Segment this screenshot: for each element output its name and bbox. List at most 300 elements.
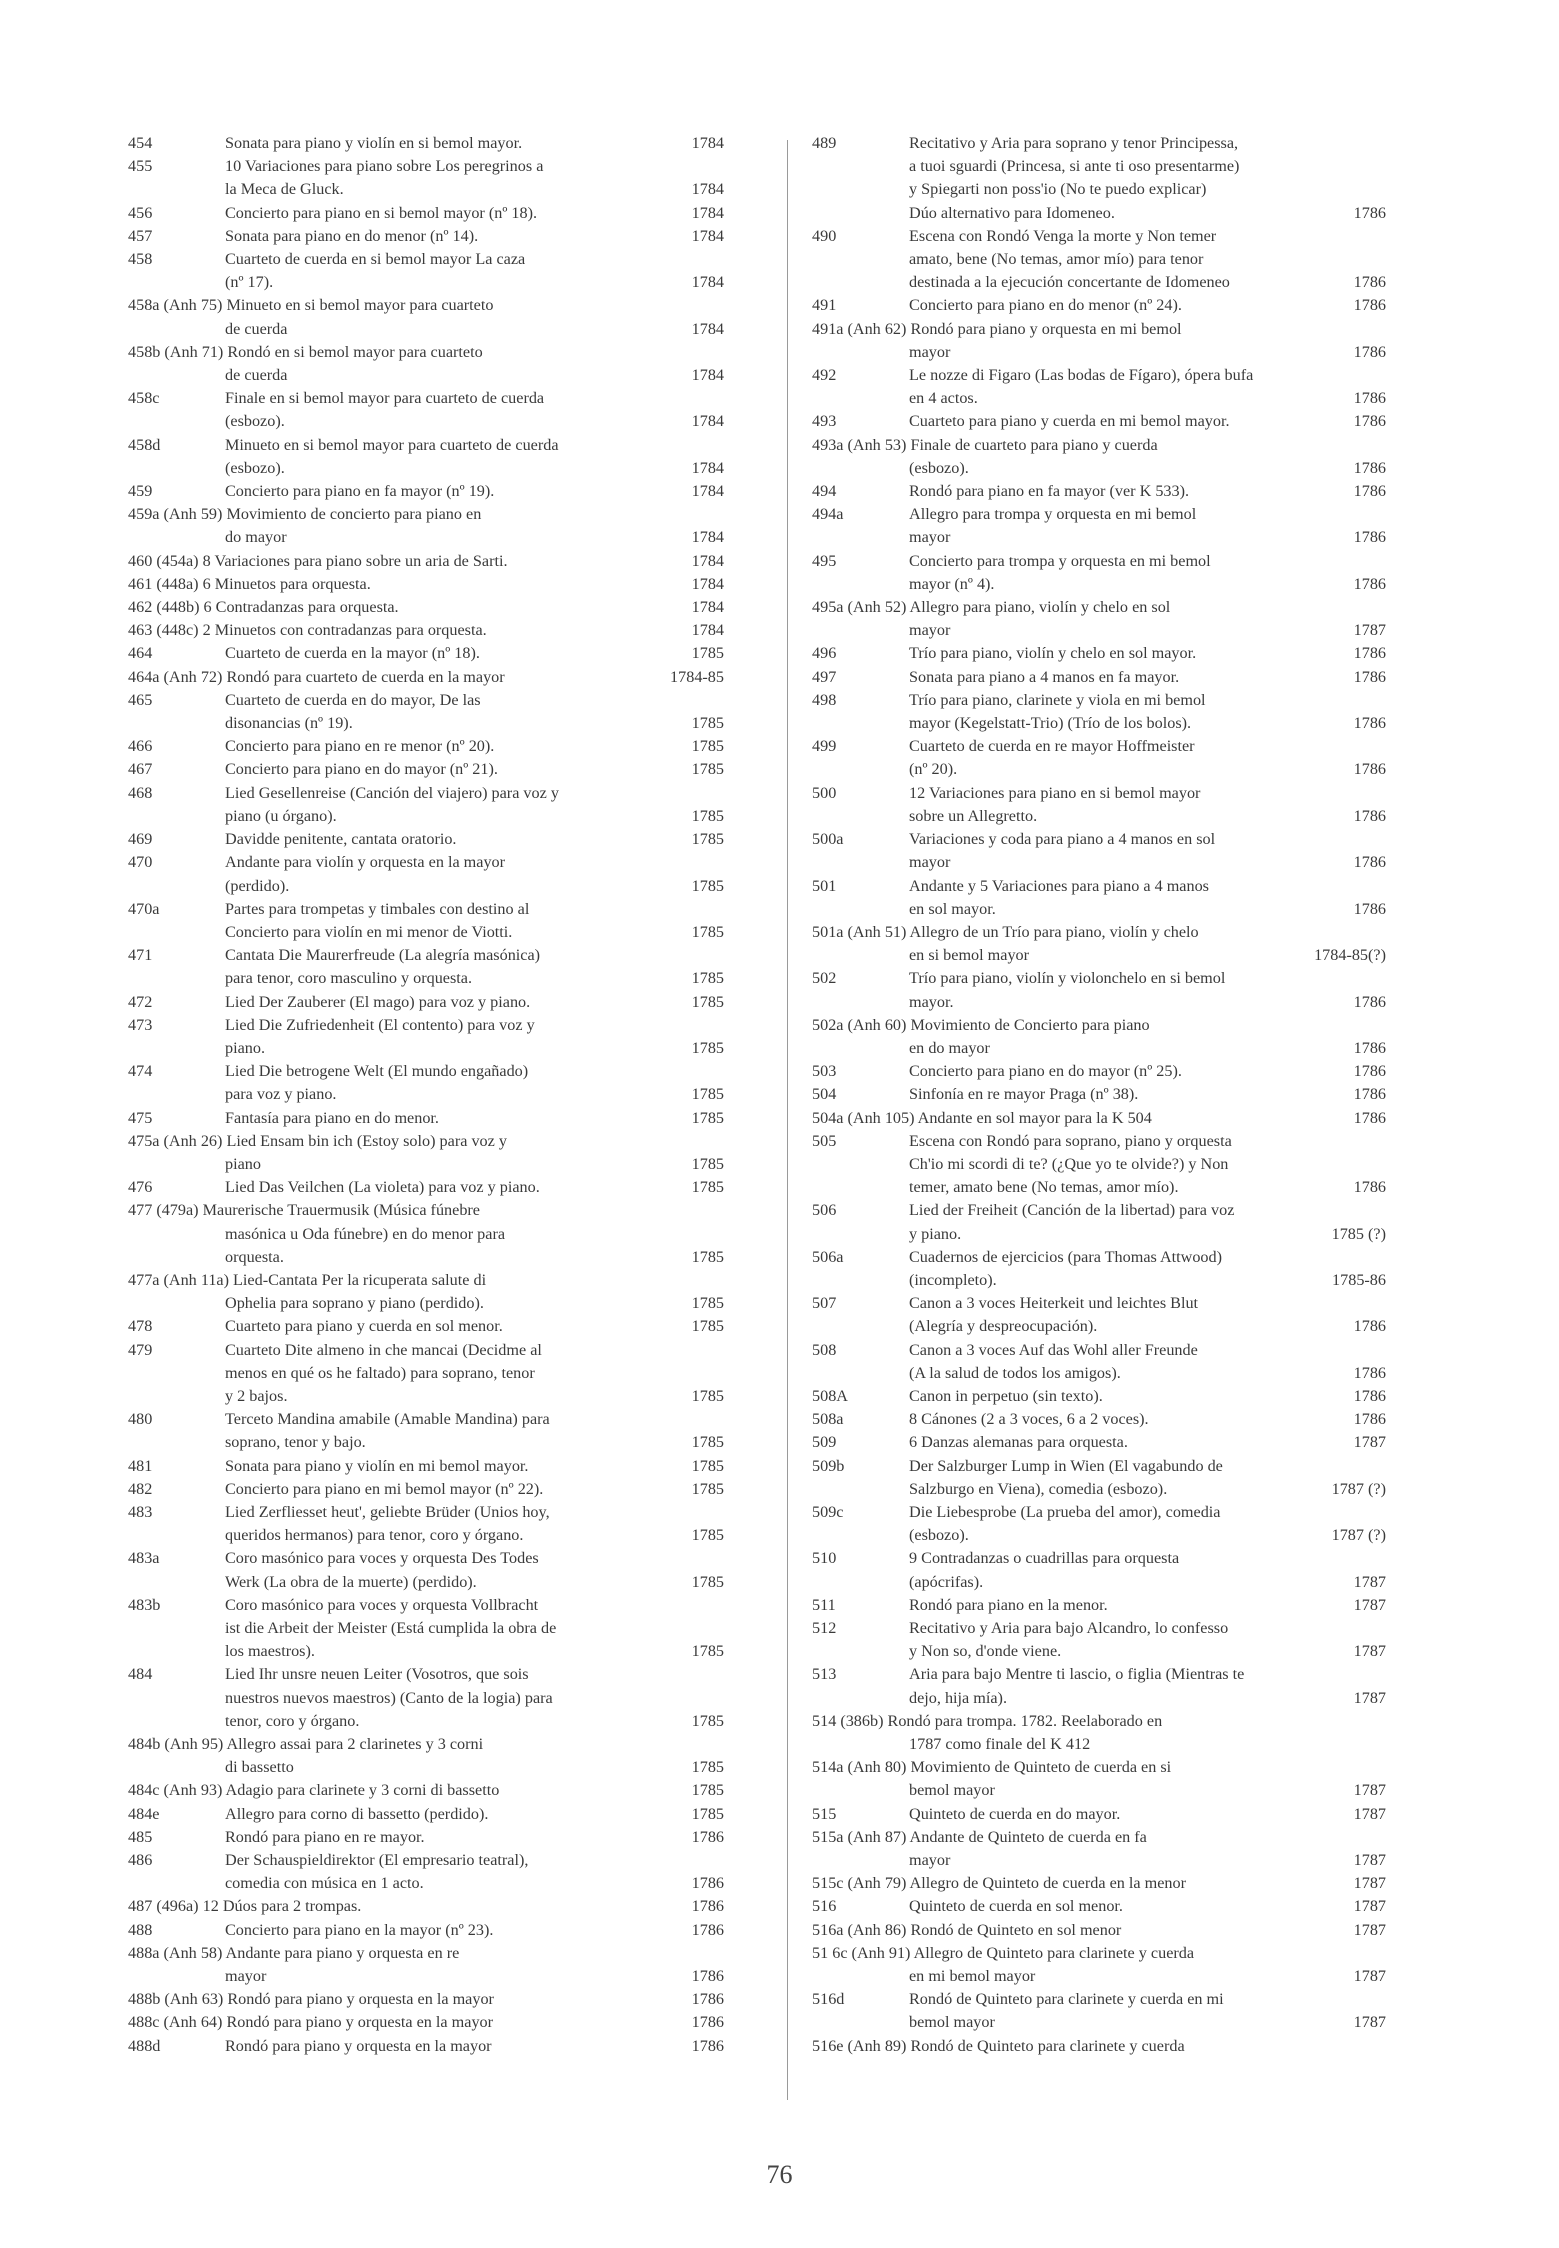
entry-text-line: Rondó para piano en fa mayor (ver K 533). bbox=[909, 482, 1190, 501]
entry-number: 478 bbox=[128, 1317, 153, 1336]
entry-text-line: 516a (Anh 86) Rondó de Quinteto en sol menor bbox=[812, 1920, 1122, 1939]
entry-year: 1787 bbox=[1353, 1897, 1386, 1916]
entry-number: 479 bbox=[128, 1340, 153, 1359]
entry-text-line: Cuarteto de cuerda en re mayor Hoffmeister bbox=[909, 737, 1195, 756]
catalog-entry bbox=[812, 1756, 1386, 1802]
entry-year: 1785 bbox=[691, 1456, 724, 1475]
entry-text-line: Concierto para violín en mi menor de Viotti. bbox=[225, 922, 513, 941]
entry-number: 483b bbox=[128, 1595, 161, 1614]
catalog-entry bbox=[812, 1455, 1386, 1501]
entry-number: 516 bbox=[812, 1897, 837, 1916]
entry-number: 509 bbox=[812, 1433, 837, 1452]
entry-year: 1785 bbox=[691, 737, 724, 756]
entry-year: 1785 bbox=[691, 1526, 724, 1545]
entry-text-line: Trío para piano, clarinete y viola en mi bemol bbox=[909, 690, 1206, 709]
entry-year: 1786 bbox=[691, 2036, 724, 2055]
entry-text-line: soprano, tenor y bajo. bbox=[225, 1433, 366, 1452]
entry-number: 483 bbox=[128, 1502, 153, 1521]
entry-text-line: mayor bbox=[909, 528, 951, 547]
entry-text-line: mayor bbox=[909, 853, 951, 872]
entry-text-line: 462 (448b) 6 Contradanzas para orquesta. bbox=[128, 598, 399, 617]
entry-text-line: 484c (Anh 93) Adagio para clarinete y 3 corni di bassetto bbox=[128, 1781, 500, 1800]
entry-year: 1787 (?) bbox=[1331, 1479, 1386, 1498]
entry-text-line: Rondó para piano en re mayor. bbox=[225, 1827, 425, 1846]
entry-text-line: Die Liebesprobe (La prueba del amor), comedia bbox=[909, 1502, 1221, 1521]
entry-year: 1787 (?) bbox=[1331, 1526, 1386, 1545]
catalog-entry bbox=[812, 1942, 1386, 1988]
catalog-entry bbox=[812, 1547, 1386, 1593]
catalog-entry bbox=[812, 2035, 1386, 2058]
catalog-entry bbox=[128, 689, 724, 735]
entry-number: 468 bbox=[128, 783, 153, 802]
catalog-entry bbox=[128, 1988, 724, 2011]
catalog-entry bbox=[812, 1385, 1386, 1408]
entry-text-line: de cuerda bbox=[225, 319, 288, 338]
entry-text-line: Le nozze di Figaro (Las bodas de Fígaro), ópera bufa bbox=[909, 366, 1254, 385]
entry-text-line: Concierto para piano en si bemol mayor (nº 18). bbox=[225, 203, 538, 222]
entry-text-line: los maestros). bbox=[225, 1642, 315, 1661]
entry-year: 1784 bbox=[691, 180, 724, 199]
entry-number: 484e bbox=[128, 1804, 160, 1823]
catalog-entry bbox=[812, 1872, 1386, 1895]
entry-text-line: nuestros nuevos maestros) (Canto de la logia) para bbox=[225, 1688, 553, 1707]
entry-year: 1786 bbox=[1353, 203, 1386, 222]
entry-text-line: 516e (Anh 89) Rondó de Quinteto para clarinete y cuerda bbox=[812, 2036, 1185, 2055]
catalog-entry bbox=[128, 1315, 724, 1338]
catalog-entry bbox=[812, 410, 1386, 433]
entry-text-line: 458b (Anh 71) Rondó en si bemol mayor para cuarteto bbox=[128, 342, 483, 361]
entry-year: 1786 bbox=[1353, 1062, 1386, 1081]
entry-text-line: Coro masónico para voces y orquesta Vollbracht bbox=[225, 1595, 539, 1614]
entry-year: 1786 bbox=[1353, 667, 1386, 686]
catalog-entry bbox=[128, 851, 724, 897]
catalog-entry bbox=[128, 1663, 724, 1733]
entry-year: 1784 bbox=[691, 203, 724, 222]
entry-year: 1786 bbox=[1353, 714, 1386, 733]
entry-text-line: 488a (Anh 58) Andante para piano y orquesta en re bbox=[128, 1943, 460, 1962]
catalog-entry bbox=[128, 1060, 724, 1106]
entry-number: 457 bbox=[128, 226, 153, 245]
entry-text-line: Quinteto de cuerda en sol menor. bbox=[909, 1897, 1123, 1916]
entry-year: 1786 bbox=[1353, 273, 1386, 292]
catalog-entry bbox=[812, 364, 1386, 410]
entry-year: 1786 bbox=[1353, 574, 1386, 593]
catalog-entry bbox=[812, 875, 1386, 921]
entry-year: 1786 bbox=[1353, 1085, 1386, 1104]
entry-text-line: 502a (Anh 60) Movimiento de Concierto para piano bbox=[812, 1015, 1150, 1034]
entry-year: 1785 bbox=[691, 1247, 724, 1266]
catalog-entry bbox=[812, 1710, 1386, 1756]
catalog-entry bbox=[128, 202, 724, 225]
entry-text-line: masónica u Oda fúnebre) en do menor para bbox=[225, 1224, 506, 1243]
catalog-entry bbox=[128, 1014, 724, 1060]
entry-text-line: Salzburgo en Viena), comedia (esbozo). bbox=[909, 1479, 1168, 1498]
entry-text-line: Sonata para piano y violín en si bemol mayor. bbox=[225, 134, 523, 152]
entry-number: 493 bbox=[812, 412, 837, 431]
catalog-entry bbox=[812, 294, 1386, 317]
catalog-entry bbox=[128, 573, 724, 596]
entry-text-line: 515a (Anh 87) Andante de Quinteto de cuerda en fa bbox=[812, 1827, 1147, 1846]
entry-year: 1785 bbox=[691, 1781, 724, 1800]
catalog-entry bbox=[128, 155, 724, 201]
entry-text-line: (apócrifas). bbox=[909, 1572, 984, 1591]
entry-number: 467 bbox=[128, 760, 153, 779]
catalog-entry bbox=[128, 1733, 724, 1779]
entry-text-line: Recitativo y Aria para soprano y tenor Principessa, bbox=[909, 134, 1239, 152]
catalog-entry bbox=[128, 503, 724, 549]
entry-text-line: (Alegría y despreocupación). bbox=[909, 1317, 1098, 1336]
entry-number: 503 bbox=[812, 1062, 837, 1081]
entry-text-line: (esbozo). bbox=[909, 1526, 969, 1545]
entry-text-line: Sonata para piano en do menor (nº 14). bbox=[225, 226, 479, 245]
entry-text-line: Trío para piano, violín y chelo en sol mayor. bbox=[909, 644, 1197, 663]
entry-year: 1784 bbox=[691, 528, 724, 547]
entry-text-line: Cuarteto para piano y cuerda en mi bemol mayor. bbox=[909, 412, 1230, 431]
entry-text-line: temer, amato bene (No temas, amor mío). bbox=[909, 1178, 1179, 1197]
entry-text-line: 460 (454a) 8 Variaciones para piano sobre un aria de Sarti. bbox=[128, 551, 508, 570]
entry-year: 1784 bbox=[691, 551, 724, 570]
entry-number: 504 bbox=[812, 1085, 837, 1104]
entry-text-line: Concierto para piano en la mayor (nº 23). bbox=[225, 1920, 494, 1939]
catalog-entry bbox=[128, 758, 724, 781]
entry-number: 466 bbox=[128, 737, 153, 756]
catalog-entry bbox=[812, 1919, 1386, 1942]
entry-text-line: 477a (Anh 11a) Lied-Cantata Per la ricuperata salute di bbox=[128, 1270, 487, 1289]
entry-year: 1785 bbox=[691, 1758, 724, 1777]
entry-text-line: Lied Die betrogene Welt (El mundo engañado) bbox=[225, 1062, 529, 1081]
entry-text-line: Allegro para corno di bassetto (perdido). bbox=[225, 1804, 489, 1823]
entry-year: 1786 bbox=[691, 2013, 724, 2032]
entry-text-line: Concierto para piano en fa mayor (nº 19). bbox=[225, 482, 495, 501]
entry-text-line: para tenor, coro masculino y orquesta. bbox=[225, 969, 473, 988]
catalog-entry bbox=[128, 782, 724, 828]
entry-text-line: 475a (Anh 26) Lied Ensam bin ich (Estoy solo) para voz y bbox=[128, 1131, 507, 1150]
catalog-entry bbox=[812, 689, 1386, 735]
entry-text-line: 515c (Anh 79) Allegro de Quinteto de cuerda en la menor bbox=[812, 1874, 1186, 1893]
entry-number: 471 bbox=[128, 946, 153, 965]
entry-text-line: destinada a la ejecución concertante de Idomeneo bbox=[909, 273, 1230, 292]
entry-text-line: la Meca de Gluck. bbox=[225, 180, 344, 199]
entry-text-line: 488b (Anh 63) Rondó para piano y orquesta en la mayor bbox=[128, 1990, 494, 2009]
entry-text-line: Ophelia para soprano y piano (perdido). bbox=[225, 1294, 484, 1313]
entry-text-line: tenor, coro y órgano. bbox=[225, 1711, 360, 1730]
entry-year: 1785 bbox=[691, 969, 724, 988]
entry-text-line: para voz y piano. bbox=[225, 1085, 337, 1104]
entry-number: 480 bbox=[128, 1410, 153, 1429]
entry-number: 494 bbox=[812, 482, 837, 501]
catalog-entry bbox=[128, 735, 724, 758]
entry-number: 489 bbox=[812, 134, 837, 152]
entry-text-line: Trío para piano, violín y violonchelo en si bemol bbox=[909, 969, 1226, 988]
entry-text-line: Terceto Mandina amabile (Amable Mandina) para bbox=[225, 1410, 550, 1429]
catalog-entry bbox=[812, 1292, 1386, 1338]
entry-year: 1786 bbox=[691, 1920, 724, 1939]
entry-text-line: Concierto para piano en mi bemol mayor (nº 22). bbox=[225, 1479, 544, 1498]
entry-year: 1786 bbox=[1353, 853, 1386, 872]
entry-year: 1784-85 bbox=[670, 667, 724, 686]
catalog-entry bbox=[812, 1826, 1386, 1872]
entry-text-line: menos en qué os he faltado) para soprano, tenor bbox=[225, 1363, 535, 1382]
entry-text-line: 484b (Anh 95) Allegro assai para 2 clarinetes y 3 corni bbox=[128, 1735, 484, 1754]
catalog-entry bbox=[812, 1339, 1386, 1385]
entry-text-line: ist die Arbeit der Meister (Está cumplida la obra de bbox=[225, 1619, 557, 1637]
entry-number: 456 bbox=[128, 203, 153, 222]
entry-text-line: 12 Variaciones para piano en si bemol mayor bbox=[909, 783, 1201, 802]
entry-text-line: Werk (La obra de la muerte) (perdido). bbox=[225, 1572, 477, 1591]
entry-number: 482 bbox=[128, 1479, 153, 1498]
entry-text-line: Davidde penitente, cantata oratorio. bbox=[225, 830, 457, 849]
entry-number: 458c bbox=[128, 389, 160, 408]
entry-text-line: 477 (479a) Maurerische Trauermusik (Música fúnebre bbox=[128, 1201, 480, 1220]
catalog-entry bbox=[812, 1083, 1386, 1106]
entry-year: 1784 bbox=[691, 598, 724, 617]
catalog-entry bbox=[128, 1455, 724, 1478]
entry-number: 495 bbox=[812, 551, 837, 570]
catalog-entry bbox=[812, 1895, 1386, 1918]
catalog-entry bbox=[128, 1895, 724, 1918]
entry-year: 1786 bbox=[1353, 1038, 1386, 1057]
entry-text-line: Lied Zerfliesset heut', geliebte Brüder (Unios hoy, bbox=[225, 1502, 550, 1521]
entry-year: 1785 bbox=[691, 644, 724, 663]
entry-year: 1785 bbox=[691, 1711, 724, 1730]
entry-text-line: Partes para trompetas y timbales con destino al bbox=[225, 899, 530, 918]
entry-year: 1785 bbox=[691, 1317, 724, 1336]
entry-text-line: Dúo alternativo para Idomeneo. bbox=[909, 203, 1115, 222]
catalog-entry bbox=[128, 294, 724, 340]
catalog-entry bbox=[812, 1060, 1386, 1083]
entry-year: 1784 bbox=[691, 273, 724, 292]
entry-number: 475 bbox=[128, 1108, 153, 1127]
entry-text-line: a tuoi sguardi (Princesa, si ante ti oso presentarme) bbox=[909, 157, 1240, 176]
catalog-entry bbox=[812, 735, 1386, 781]
entry-year: 1787 bbox=[1353, 1804, 1386, 1823]
entry-number: 476 bbox=[128, 1178, 153, 1197]
entry-number: 509b bbox=[812, 1456, 845, 1475]
entry-text-line: Coro masónico para voces y orquesta Des Todes bbox=[225, 1549, 539, 1568]
entry-year: 1786 bbox=[1353, 342, 1386, 361]
entry-text-line: Variaciones y coda para piano a 4 manos en sol bbox=[909, 830, 1216, 849]
entry-number: 510 bbox=[812, 1549, 837, 1568]
entry-text-line: (incompleto). bbox=[909, 1270, 997, 1289]
entry-text-line: mayor bbox=[909, 1851, 951, 1870]
entry-year: 1786 bbox=[1353, 806, 1386, 825]
entry-year: 1787 bbox=[1353, 1920, 1386, 1939]
entry-year: 1785 bbox=[691, 1642, 724, 1661]
entry-text-line: queridos hermanos) para tenor, coro y órgano. bbox=[225, 1526, 524, 1545]
entry-text-line: mayor bbox=[909, 621, 951, 640]
entry-number: 494a bbox=[812, 505, 844, 524]
entry-text-line: Lied Die Zufriedenheit (El contento) para voz y bbox=[225, 1015, 535, 1034]
entry-text-line: amato, bene (No temas, amor mío) para tenor bbox=[909, 250, 1204, 269]
entry-year: 1786 bbox=[691, 1827, 724, 1846]
entry-text-line: Sonata para piano y violín en mi bemol mayor. bbox=[225, 1456, 529, 1475]
catalog-entry bbox=[128, 666, 724, 689]
entry-text-line: 495a (Anh 52) Allegro para piano, violín y chelo en sol bbox=[812, 598, 1171, 617]
catalog-entry bbox=[812, 1617, 1386, 1663]
catalog-entry bbox=[128, 1942, 724, 1988]
entry-text-line: y Non so, d'onde viene. bbox=[909, 1642, 1062, 1661]
catalog-entry bbox=[128, 1919, 724, 1942]
catalog-entry bbox=[812, 1663, 1386, 1709]
entry-number: 509c bbox=[812, 1502, 844, 1521]
entry-number: 455 bbox=[128, 157, 153, 176]
entry-text-line: Rondó para piano y orquesta en la mayor bbox=[225, 2036, 492, 2055]
entry-year: 1786 bbox=[1353, 412, 1386, 431]
catalog-column-left bbox=[128, 132, 724, 2058]
entry-text-line: Concierto para piano en do menor (nº 24). bbox=[909, 296, 1182, 315]
catalog-entry bbox=[128, 619, 724, 642]
entry-number: 473 bbox=[128, 1015, 153, 1034]
entry-text-line: Andante para violín y orquesta en la mayor bbox=[225, 853, 506, 872]
entry-text-line: Ch'io mi scordi di te? (¿Que yo te olvide?) y Non bbox=[909, 1154, 1229, 1173]
entry-year: 1786 bbox=[1353, 389, 1386, 408]
entry-number: 515 bbox=[812, 1804, 837, 1823]
catalog-entry bbox=[128, 550, 724, 573]
entry-year: 1786 bbox=[1353, 458, 1386, 477]
entry-text-line: 501a (Anh 51) Allegro de un Trío para piano, violín y chelo bbox=[812, 922, 1199, 941]
entry-text-line: 458a (Anh 75) Minueto en si bemol mayor para cuarteto bbox=[128, 296, 494, 315]
catalog-entry bbox=[128, 1547, 724, 1593]
entry-year: 1784 bbox=[691, 226, 724, 245]
entry-year: 1785 bbox=[691, 1479, 724, 1498]
catalog-entry bbox=[128, 1199, 724, 1269]
entry-text-line: Der Salzburger Lump in Wien (El vagabundo de bbox=[909, 1456, 1223, 1475]
entry-year: 1785 bbox=[691, 992, 724, 1011]
entry-text-line: Fantasía para piano en do menor. bbox=[225, 1108, 439, 1127]
catalog-entry bbox=[128, 1176, 724, 1199]
entry-year: 1785 bbox=[691, 714, 724, 733]
entry-text-line: piano bbox=[225, 1154, 261, 1173]
entry-text-line: 488c (Anh 64) Rondó para piano y orquesta en la mayor bbox=[128, 2013, 494, 2032]
entry-year: 1787 bbox=[1353, 621, 1386, 640]
catalog-entry bbox=[812, 1501, 1386, 1547]
catalog-entry bbox=[128, 480, 724, 503]
entry-year: 1787 bbox=[1353, 1595, 1386, 1614]
catalog-entry bbox=[812, 1130, 1386, 1200]
entry-text-line: (esbozo). bbox=[909, 458, 969, 477]
entry-year: 1787 bbox=[1353, 1967, 1386, 1986]
catalog-entry bbox=[128, 1501, 724, 1547]
entry-text-line: Aria para bajo Mentre ti lascio, o figlia (Mientras te bbox=[909, 1665, 1245, 1684]
entry-text-line: 461 (448a) 6 Minuetos para orquesta. bbox=[128, 574, 371, 593]
entry-text-line: Concierto para piano en do mayor (nº 21). bbox=[225, 760, 498, 779]
entry-text-line: Canon a 3 voces Auf das Wohl aller Freunde bbox=[909, 1340, 1198, 1359]
entry-year: 1784 bbox=[691, 482, 724, 501]
catalog-entry bbox=[812, 318, 1386, 364]
entry-text-line: Andante y 5 Variaciones para piano a 4 manos bbox=[909, 876, 1209, 895]
entry-text-line: Rondó de Quinteto para clarinete y cuerda en mi bbox=[909, 1990, 1224, 2009]
entry-year: 1785 (?) bbox=[1331, 1224, 1386, 1243]
catalog-entry bbox=[128, 1594, 724, 1664]
entry-year: 1785 bbox=[691, 1804, 724, 1823]
entry-text-line: Cuarteto de cuerda en la mayor (nº 18). bbox=[225, 644, 480, 663]
catalog-entry bbox=[128, 828, 724, 851]
entry-text-line: y piano. bbox=[909, 1224, 962, 1243]
entry-number: 485 bbox=[128, 1827, 153, 1846]
catalog-entry bbox=[128, 225, 724, 248]
entry-year: 1786 bbox=[691, 1967, 724, 1986]
entry-text-line: Cuarteto para piano y cuerda en sol menor. bbox=[225, 1317, 503, 1336]
entry-year: 1785-86 bbox=[1332, 1270, 1386, 1289]
catalog-entry bbox=[128, 944, 724, 990]
entry-year: 1786 bbox=[1353, 482, 1386, 501]
entry-text-line: (perdido). bbox=[225, 876, 290, 895]
entry-text-line: Minueto en si bemol mayor para cuarteto de cuerda bbox=[225, 435, 559, 454]
entry-year: 1787 bbox=[1353, 1781, 1386, 1800]
entry-text-line: en 4 actos. bbox=[909, 389, 978, 408]
entry-text-line: (esbozo). bbox=[225, 412, 285, 431]
entry-year: 1785 bbox=[691, 806, 724, 825]
entry-number: 511 bbox=[812, 1595, 836, 1614]
catalog-entry bbox=[128, 434, 724, 480]
entry-text-line: en mi bemol mayor bbox=[909, 1967, 1036, 1986]
entry-text-line: Sonata para piano a 4 manos en fa mayor. bbox=[909, 667, 1180, 686]
entry-year: 1785 bbox=[691, 1386, 724, 1405]
entry-year: 1785 bbox=[691, 760, 724, 779]
catalog-entry bbox=[812, 967, 1386, 1013]
entry-year: 1786 bbox=[1353, 992, 1386, 1011]
catalog-entry bbox=[812, 1594, 1386, 1617]
entry-text-line: mayor (nº 4). bbox=[909, 574, 995, 593]
entry-year: 1787 bbox=[1353, 1572, 1386, 1591]
entry-text-line: Quinteto de cuerda en do mayor. bbox=[909, 1804, 1121, 1823]
entry-text-line: 493a (Anh 53) Finale de cuarteto para piano y cuerda bbox=[812, 435, 1158, 454]
entry-text-line: di bassetto bbox=[225, 1758, 294, 1777]
catalog-entry bbox=[812, 1988, 1386, 2034]
entry-number: 498 bbox=[812, 690, 837, 709]
entry-text-line: (A la salud de todos los amigos). bbox=[909, 1363, 1121, 1382]
catalog-entry bbox=[128, 132, 724, 155]
catalog-entry bbox=[128, 1408, 724, 1454]
entry-number: 464 bbox=[128, 644, 153, 663]
entry-number: 505 bbox=[812, 1131, 837, 1150]
entry-text-line: 1787 como finale del K 412 bbox=[909, 1735, 1091, 1754]
entry-text-line: Escena con Rondó para soprano, piano y orquesta bbox=[909, 1131, 1232, 1150]
entry-number: 513 bbox=[812, 1665, 837, 1684]
entry-year: 1787 bbox=[1353, 2013, 1386, 2032]
entry-year: 1784-85(?) bbox=[1314, 946, 1386, 965]
entry-text-line: (nº 20). bbox=[909, 760, 958, 779]
entry-number: 481 bbox=[128, 1456, 153, 1475]
catalog-entry bbox=[812, 921, 1386, 967]
entry-number: 508 bbox=[812, 1340, 837, 1359]
catalog-entry bbox=[128, 1849, 724, 1895]
catalog-entry bbox=[128, 1478, 724, 1501]
catalog-entry bbox=[128, 1339, 724, 1409]
catalog-entry bbox=[812, 666, 1386, 689]
entry-year: 1786 bbox=[1353, 760, 1386, 779]
catalog-entry bbox=[128, 2011, 724, 2034]
catalog-entry bbox=[812, 828, 1386, 874]
column-divider bbox=[787, 140, 788, 2100]
entry-text-line: 514 (386b) Rondó para trompa. 1782. Reelaborado en bbox=[812, 1711, 1163, 1730]
entry-number: 470 bbox=[128, 853, 153, 872]
entry-text-line: Cuadernos de ejercicios (para Thomas Attwood) bbox=[909, 1247, 1223, 1266]
catalog-entry bbox=[812, 1408, 1386, 1431]
entry-text-line: (esbozo). bbox=[225, 458, 285, 477]
entry-year: 1785 bbox=[691, 922, 724, 941]
entry-text-line: piano. bbox=[225, 1038, 266, 1057]
entry-text-line: 10 Variaciones para piano sobre Los peregrinos a bbox=[225, 157, 544, 176]
catalog-entry bbox=[812, 642, 1386, 665]
entry-year: 1784 bbox=[691, 319, 724, 338]
entry-text-line: disonancias (nº 19). bbox=[225, 714, 353, 733]
entry-text-line: de cuerda bbox=[225, 366, 288, 385]
entry-number: 458d bbox=[128, 435, 161, 454]
entry-year: 1786 bbox=[1353, 1386, 1386, 1405]
entry-text-line: Allegro para trompa y orquesta en mi bemol bbox=[909, 505, 1197, 524]
catalog-entry bbox=[128, 2035, 724, 2058]
